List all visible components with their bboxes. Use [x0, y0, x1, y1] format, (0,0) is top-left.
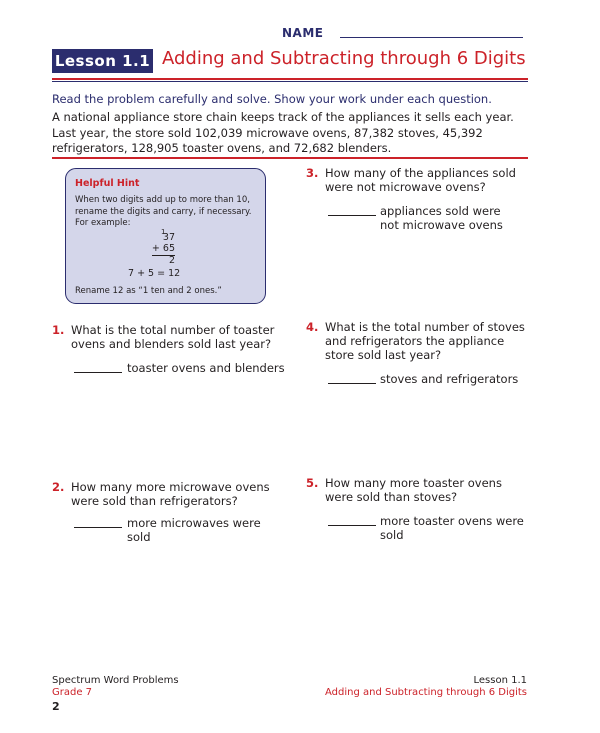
question-number: 1.: [52, 323, 65, 337]
header-divider-blue: [52, 81, 528, 82]
footer-book-title: Spectrum Word Problems: [52, 675, 179, 686]
lesson-title: Adding and Subtracting through 6 Digits: [162, 48, 526, 69]
answer-blank[interactable]: [328, 525, 376, 526]
question-number: 2.: [52, 480, 65, 494]
answer-label: stoves and refrigerators: [380, 372, 519, 386]
hint-calc-top: 37: [162, 232, 175, 243]
hint-text: When two digits add up to more than 10, rename the digits and carry, if necessary. For example:: [75, 195, 252, 228]
footer-lesson: Lesson 1.1: [473, 675, 527, 686]
instructions: Read the problem carefully and solve. Show your work under each question.: [52, 92, 492, 106]
section-divider: [52, 157, 528, 159]
lesson-badge: Lesson 1.1: [52, 49, 153, 73]
hint-calc-sum: 2: [168, 255, 175, 266]
hint-equation: 7 + 5 = 12: [128, 268, 181, 279]
footer-grade: Grade 7: [52, 687, 93, 698]
name-label: NAME: [282, 26, 324, 40]
question-number: 3.: [306, 166, 319, 180]
question-text: How many more microwave ovens were sold than refrigerators?: [71, 480, 270, 508]
question-number: 4.: [306, 320, 319, 334]
question-text: How many of the appliances sold were not microwave ovens?: [325, 166, 516, 194]
answer-blank[interactable]: [328, 383, 376, 384]
answer-label: appliances sold were not microwave ovens: [380, 204, 503, 232]
header-divider-red: [52, 78, 528, 80]
problem-text: A national appliance store chain keeps track of the appliances it sells each year. Last year, the store sold 102,039 microwave ovens, 87,382 stoves, 45,392 refrigerators, 128,905 toaster ovens, and 72,682 blenders.: [52, 110, 514, 155]
question-text: What is the total number of stoves and refrigerators the appliance store sold last year?: [325, 320, 525, 362]
hint-rename: Rename 12 as “1 ten and 2 ones.”: [75, 286, 222, 296]
answer-label: more toaster ovens were sold: [380, 514, 524, 542]
footer-lesson-title: Adding and Subtracting through 6 Digits: [325, 687, 527, 698]
page-number: 2: [52, 700, 60, 713]
name-field[interactable]: [340, 37, 523, 38]
answer-label: more microwaves were sold: [127, 516, 261, 544]
answer-blank[interactable]: [74, 372, 122, 373]
question-number: 5.: [306, 476, 319, 490]
hint-title: Helpful Hint: [75, 178, 140, 189]
answer-label: toaster ovens and blenders: [127, 361, 285, 375]
answer-blank[interactable]: [74, 527, 122, 528]
question-text: What is the total number of toaster ovens and blenders sold last year?: [71, 323, 275, 351]
question-text: How many more toaster ovens were sold than stoves?: [325, 476, 502, 504]
hint-carry-digit: 1: [161, 228, 166, 236]
answer-blank[interactable]: [328, 215, 376, 216]
hint-calc-addend: + 65: [151, 243, 175, 254]
